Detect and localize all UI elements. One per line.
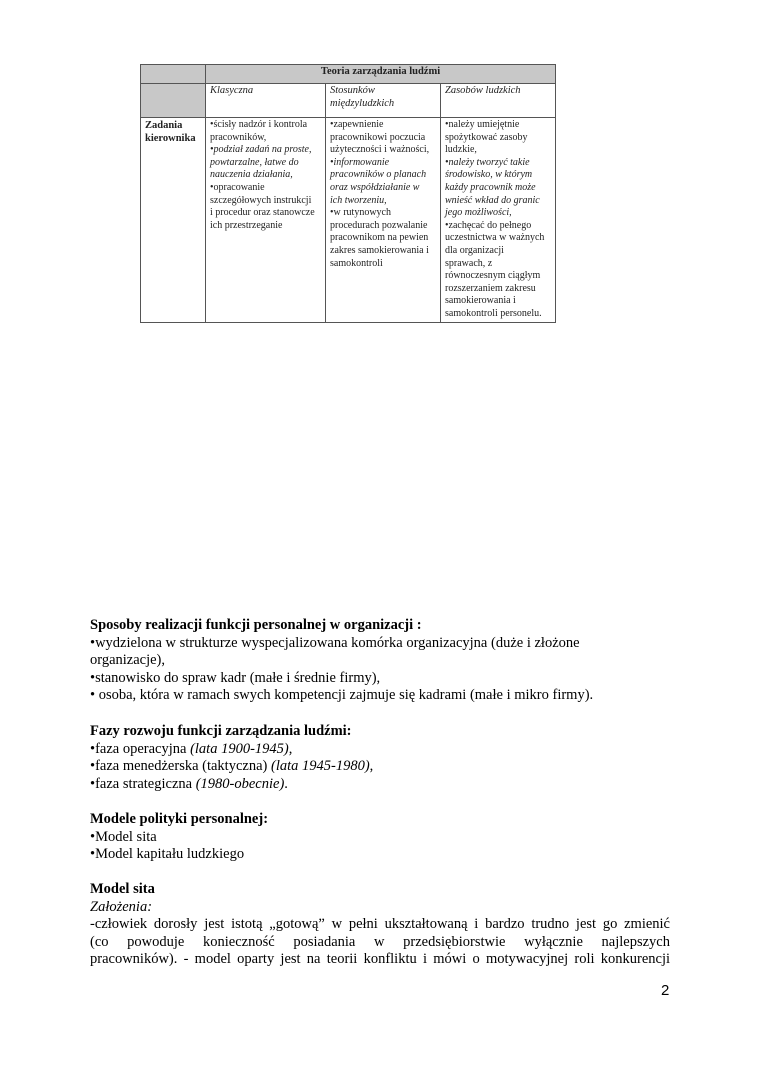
cell-text-line: rozszerzaniem zakresu <box>445 282 536 294</box>
paragraph-line: •stanowisko do spraw kadr (małe i średnie firmy), <box>90 669 381 686</box>
list-item: •faza strategiczna (1980-obecnie). <box>90 775 288 792</box>
column-title-line: Zasobów ludzkich <box>445 85 521 96</box>
cell-text-line: ich tworzeniu, <box>330 194 387 206</box>
list-item: •faza operacyjna (lata 1900-1945), <box>90 740 293 757</box>
row-header-manager-tasks: Zadania kierownika <box>141 118 206 323</box>
table-corner-cell-lower <box>141 84 206 118</box>
cell-text-line: •informowanie <box>330 156 390 168</box>
cell-text-line: środowisko, w którym <box>445 169 533 181</box>
cell-text-line: •należy tworzyć takie <box>445 156 530 168</box>
cell-text-line: każdy pracownik może <box>445 181 536 193</box>
list-item: •faza menedżerska (taktyczna) (lata 1945-1980), <box>90 758 374 775</box>
section-sieve-model <box>90 881 670 969</box>
cell-classic <box>206 118 326 323</box>
cell-text-line: uczestnictwa w ważnych <box>445 232 545 244</box>
cell-text-line: ludzkie, <box>445 144 477 156</box>
cell-text-line: procedurach pozwalanie <box>330 219 428 231</box>
cell-text-line: dla organizacji <box>445 244 504 256</box>
cell-text-line: •ścisły nadzór i kontrola <box>210 119 308 130</box>
cell-text-line: •opracowanie <box>210 181 265 193</box>
section-heading: Sposoby realizacji funkcji personalnej w organizacji : <box>90 617 422 633</box>
paragraph-line: (co powoduje konieczność posiadania w przedsiębiorstwie wyłącznie najlepszych <box>90 933 670 950</box>
section-policy-models <box>90 811 670 864</box>
cell-text-line: nauczenia działania, <box>210 169 293 181</box>
cell-text-line: pracownikowi poczucia <box>330 131 426 143</box>
paragraph-line: -człowiek dorosły jest istotą „gotową” w pełni ukształtowaną i bardzo trudno jest go zmienić <box>90 916 670 933</box>
cell-text-line: •zapewnienie <box>330 119 384 130</box>
section-development-phases <box>90 723 670 793</box>
cell-text-line: równoczesnym ciągłym <box>445 270 541 282</box>
paragraph-line: • osoba, która w ramach swych kompetencji zajmuje się kadrami (małe i mikro firmy). <box>90 687 594 704</box>
cell-text-line: pracowników o planach <box>330 169 427 181</box>
column-title-line: Klasyczna <box>210 85 254 96</box>
section-heading: Model sita <box>90 881 155 897</box>
column-title-line: międzyludzkich <box>330 97 395 109</box>
cell-text-line: ich przestrzeganie <box>210 219 283 231</box>
cell-human-resources <box>441 118 556 323</box>
cell-text-line: użyteczności i ważności, <box>330 144 430 156</box>
cell-text-line: samokierowania i <box>445 295 516 307</box>
cell-text-line: samokontroli <box>330 257 383 269</box>
section-heading: Modele polityki personalnej: <box>90 811 269 827</box>
cell-text-line: wnieść wkład do granic <box>445 194 540 206</box>
cell-text-line: pracownikom na pewien <box>330 232 429 244</box>
paragraph-line: organizacje), <box>90 652 166 669</box>
list-item: •Model kapitału ludzkiego <box>90 846 245 863</box>
cell-text-line: powtarzalne, łatwe do <box>210 156 299 168</box>
cell-text-line: zakres samokierowania i <box>330 244 429 256</box>
cell-text-line: oraz współdziałanie w <box>330 181 420 193</box>
cell-text-line: sprawach, z <box>445 257 493 269</box>
cell-text-line: spożytkować zasoby <box>445 131 528 143</box>
column-header-human-resources <box>441 84 556 118</box>
section-heading: Fazy rozwoju funkcji zarządzania ludźmi: <box>90 723 352 739</box>
cell-text-line: •podział zadań na proste, <box>210 144 312 156</box>
paragraph-line: pracowników). - model oparty jest na teorii konfliktu i mówi o motywacyjnej roli konkurencji <box>90 951 670 968</box>
cell-text-line: samokontroli personelu. <box>445 307 542 319</box>
subheading: Założenia: <box>90 898 153 915</box>
paragraph-line: •wydzielona w strukturze wyspecjalizowana komórka organizacyjna (duże i złożone <box>90 634 580 651</box>
column-header-human-relations <box>326 84 441 118</box>
cell-text-line: pracowników, <box>210 131 267 143</box>
page-number: 2 <box>661 982 670 999</box>
table-corner-cell <box>141 65 206 84</box>
section-personnel-function <box>90 617 670 705</box>
cell-text-line: •w rutynowych <box>330 207 391 219</box>
column-header-classic <box>206 84 326 118</box>
column-title-line: Stosunków <box>330 85 375 96</box>
table-theory-header: Teoria zarządzania ludźmi <box>206 65 556 84</box>
cell-text-line: i procedur oraz stanowcze <box>210 207 315 219</box>
table <box>140 64 556 323</box>
management-theory-table <box>140 64 555 323</box>
list-item: •Model sita <box>90 828 157 845</box>
cell-text-line: •należy umiejętnie <box>445 119 520 130</box>
cell-text-line: szczegółowych instrukcji <box>210 194 312 206</box>
cell-text-line: •zachęcać do pełnego <box>445 219 532 231</box>
cell-text-line: jego możliwości, <box>445 207 512 219</box>
cell-human-relations <box>326 118 441 323</box>
